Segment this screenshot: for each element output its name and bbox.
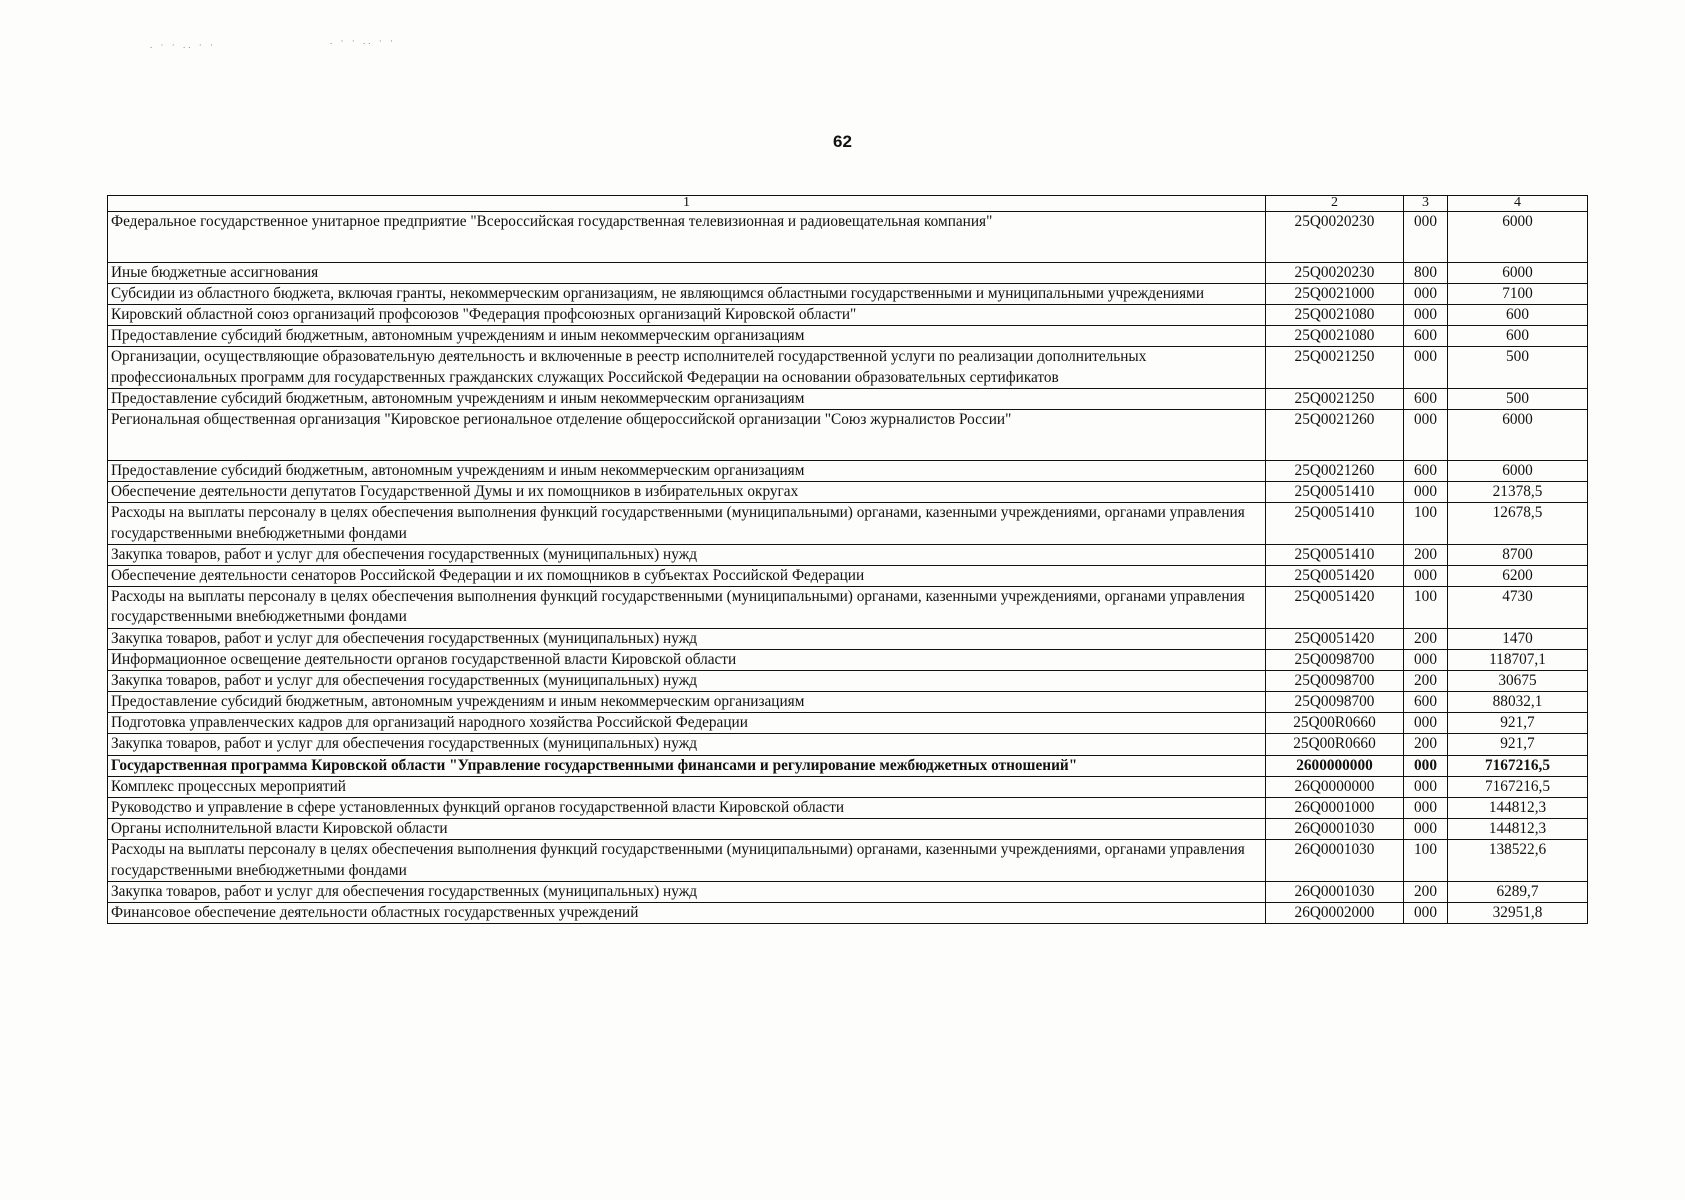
row-sum-cell: 6000 (1448, 262, 1588, 283)
row-type-cell: 000 (1404, 902, 1448, 923)
table-row (108, 840, 1588, 881)
row-sum-cell: 600 (1448, 305, 1588, 326)
row-code-cell: 25Q0020230 (1266, 211, 1404, 262)
row-name-cell: Информационное освещение деятельности органов государственной власти Кировской области (108, 649, 1266, 670)
row-type-cell: 200 (1404, 628, 1448, 649)
row-name-cell: Субсидии из областного бюджета, включая гранты, некоммерческим организациям, не являющимся областными государственными и муниципальными учреждениями (108, 283, 1266, 304)
column-header: 2 (1266, 196, 1404, 212)
row-name-cell: Предоставление субсидий бюджетным, автономным учреждениям и иным некоммерческим организациям (108, 326, 1266, 347)
row-name-cell: Обеспечение деятельности депутатов Государственной Думы и их помощников в избирательных округах (108, 482, 1266, 503)
row-type-cell: 000 (1404, 649, 1448, 670)
row-type-cell: 100 (1404, 503, 1448, 544)
row-name-cell: Региональная общественная организация "Кировское региональное отделение общероссийской организации "Союз журналистов России" (108, 410, 1266, 461)
table-row (108, 347, 1588, 388)
table-row (108, 902, 1588, 923)
row-code-cell: 25Q0051420 (1266, 628, 1404, 649)
column-header: 3 (1404, 196, 1448, 212)
row-type-cell: 000 (1404, 305, 1448, 326)
table-row (108, 798, 1588, 819)
row-name-cell: Государственная программа Кировской области "Управление государственными финансами и регулирование межбюджетных отношений" (108, 755, 1266, 776)
table-row (108, 211, 1588, 262)
table-row (108, 734, 1588, 755)
table-row (108, 713, 1588, 734)
column-header: 1 (108, 196, 1266, 212)
row-sum-cell: 7167216,5 (1448, 776, 1588, 797)
row-type-cell: 000 (1404, 283, 1448, 304)
row-code-cell: 25Q0051420 (1266, 587, 1404, 628)
row-sum-cell: 6289,7 (1448, 881, 1588, 902)
row-name-cell: Закупка товаров, работ и услуг для обеспечения государственных (муниципальных) нужд (108, 670, 1266, 691)
row-name-cell: Расходы на выплаты персоналу в целях обеспечения выполнения функций государственными (муниципальными) органами, казенными учреждениями, органами управления государственными внебюджетными фондами (108, 503, 1266, 544)
row-code-cell: 25Q0098700 (1266, 692, 1404, 713)
row-name-cell: Подготовка управленческих кадров для организаций народного хозяйства Российской Федерации (108, 713, 1266, 734)
row-type-cell: 100 (1404, 840, 1448, 881)
row-name-cell: Предоставление субсидий бюджетным, автономным учреждениям и иным некоммерческим организациям (108, 388, 1266, 409)
row-type-cell: 000 (1404, 410, 1448, 461)
row-code-cell: 25Q0020230 (1266, 262, 1404, 283)
row-name-cell: Иные бюджетные ассигнования (108, 262, 1266, 283)
row-name-cell: Руководство и управление в сфере установленных функций органов государственной власти Кировской области (108, 798, 1266, 819)
row-name-cell: Обеспечение деятельности сенаторов Российской Федерации и их помощников в субъектах Российской Федерации (108, 565, 1266, 586)
row-sum-cell: 88032,1 (1448, 692, 1588, 713)
row-sum-cell: 138522,6 (1448, 840, 1588, 881)
row-type-cell: 000 (1404, 482, 1448, 503)
row-sum-cell: 7100 (1448, 283, 1588, 304)
row-code-cell: 2600000000 (1266, 755, 1404, 776)
row-name-cell: Предоставление субсидий бюджетным, автономным учреждениям и иным некоммерческим организациям (108, 461, 1266, 482)
row-code-cell: 25Q0021080 (1266, 326, 1404, 347)
column-header: 4 (1448, 196, 1588, 212)
row-sum-cell: 21378,5 (1448, 482, 1588, 503)
row-sum-cell: 921,7 (1448, 713, 1588, 734)
table-row (108, 482, 1588, 503)
table-row (108, 326, 1588, 347)
table-row (108, 305, 1588, 326)
row-name-cell: Органы исполнительной власти Кировской области (108, 819, 1266, 840)
row-code-cell: 25Q0021250 (1266, 388, 1404, 409)
row-sum-cell: 32951,8 (1448, 902, 1588, 923)
row-name-cell: Закупка товаров, работ и услуг для обеспечения государственных (муниципальных) нужд (108, 628, 1266, 649)
table-row (108, 544, 1588, 565)
row-code-cell: 25Q0051410 (1266, 544, 1404, 565)
row-type-cell: 000 (1404, 347, 1448, 388)
table-body (108, 211, 1588, 923)
row-code-cell: 25Q0051420 (1266, 565, 1404, 586)
table-row (108, 461, 1588, 482)
table-row (108, 283, 1588, 304)
row-type-cell: 000 (1404, 713, 1448, 734)
row-code-cell: 25Q0098700 (1266, 670, 1404, 691)
row-code-cell: 25Q0021080 (1266, 305, 1404, 326)
row-name-cell: Закупка товаров, работ и услуг для обеспечения государственных (муниципальных) нужд (108, 881, 1266, 902)
row-code-cell: 26Q0001000 (1266, 798, 1404, 819)
row-name-cell: Расходы на выплаты персоналу в целях обеспечения выполнения функций государственными (муниципальными) органами, казенными учреждениями, органами управления государственными внебюджетными фондами (108, 587, 1266, 628)
row-type-cell: 600 (1404, 388, 1448, 409)
row-sum-cell: 7167216,5 (1448, 755, 1588, 776)
row-name-cell: Предоставление субсидий бюджетным, автономным учреждениям и иным некоммерческим организациям (108, 692, 1266, 713)
table-row (108, 755, 1588, 776)
row-type-cell: 800 (1404, 262, 1448, 283)
row-code-cell: 26Q0001030 (1266, 819, 1404, 840)
row-type-cell: 600 (1404, 326, 1448, 347)
row-sum-cell: 144812,3 (1448, 819, 1588, 840)
row-code-cell: 26Q0001030 (1266, 840, 1404, 881)
row-sum-cell: 6000 (1448, 211, 1588, 262)
table-row (108, 670, 1588, 691)
row-code-cell: 25Q00R0660 (1266, 734, 1404, 755)
row-type-cell: 200 (1404, 734, 1448, 755)
row-name-cell: Закупка товаров, работ и услуг для обеспечения государственных (муниципальных) нужд (108, 734, 1266, 755)
row-type-cell: 600 (1404, 692, 1448, 713)
row-sum-cell: 30675 (1448, 670, 1588, 691)
row-sum-cell: 6000 (1448, 461, 1588, 482)
scan-speck: . · · .. · · (150, 40, 216, 50)
row-sum-cell: 600 (1448, 326, 1588, 347)
row-code-cell: 25Q00R0660 (1266, 713, 1404, 734)
row-name-cell: Финансовое обеспечение деятельности областных государственных учреждений (108, 902, 1266, 923)
row-type-cell: 000 (1404, 776, 1448, 797)
row-name-cell: Организации, осуществляющие образовательную деятельность и включенные в реестр исполнителей государственной услуги по реализации дополнительных профессиональных программ для государственных гражданских служащих Российской Федерации на основании образовательных сертификатов (108, 347, 1266, 388)
row-sum-cell: 6000 (1448, 410, 1588, 461)
table-row (108, 262, 1588, 283)
row-sum-cell: 12678,5 (1448, 503, 1588, 544)
table-row (108, 776, 1588, 797)
table-row (108, 881, 1588, 902)
row-name-cell: Расходы на выплаты персоналу в целях обеспечения выполнения функций государственными (муниципальными) органами, казенными учреждениями, органами управления государственными внебюджетными фондами (108, 840, 1266, 881)
row-type-cell: 100 (1404, 587, 1448, 628)
table-row (108, 692, 1588, 713)
table-row (108, 587, 1588, 628)
row-sum-cell: 500 (1448, 388, 1588, 409)
row-type-cell: 200 (1404, 670, 1448, 691)
table-row (108, 565, 1588, 586)
row-sum-cell: 1470 (1448, 628, 1588, 649)
budget-table (107, 195, 1588, 924)
row-type-cell: 200 (1404, 544, 1448, 565)
page-number: 62 (833, 132, 852, 151)
row-code-cell: 25Q0098700 (1266, 649, 1404, 670)
row-sum-cell: 8700 (1448, 544, 1588, 565)
row-sum-cell: 144812,3 (1448, 798, 1588, 819)
row-sum-cell: 118707,1 (1448, 649, 1588, 670)
row-code-cell: 25Q0021250 (1266, 347, 1404, 388)
row-code-cell: 26Q0000000 (1266, 776, 1404, 797)
row-type-cell: 000 (1404, 819, 1448, 840)
table-row (108, 628, 1588, 649)
table-header-row (108, 196, 1588, 212)
row-sum-cell: 4730 (1448, 587, 1588, 628)
table-row (108, 819, 1588, 840)
row-name-cell: Федеральное государственное унитарное предприятие "Всероссийская государственная телевизионная и радиовещательная компания" (108, 211, 1266, 262)
table-row (108, 410, 1588, 461)
row-type-cell: 200 (1404, 881, 1448, 902)
row-name-cell: Кировский областной союз организаций профсоюзов "Федерация профсоюзных организаций Кировской области" (108, 305, 1266, 326)
row-name-cell: Закупка товаров, работ и услуг для обеспечения государственных (муниципальных) нужд (108, 544, 1266, 565)
row-code-cell: 26Q0002000 (1266, 902, 1404, 923)
row-code-cell: 26Q0001030 (1266, 881, 1404, 902)
table-row (108, 649, 1588, 670)
table-row (108, 503, 1588, 544)
row-type-cell: 000 (1404, 798, 1448, 819)
row-name-cell: Комплекс процессных мероприятий (108, 776, 1266, 797)
row-code-cell: 25Q0021260 (1266, 461, 1404, 482)
row-type-cell: 000 (1404, 755, 1448, 776)
row-code-cell: 25Q0051410 (1266, 503, 1404, 544)
row-code-cell: 25Q0021000 (1266, 283, 1404, 304)
row-sum-cell: 6200 (1448, 565, 1588, 586)
row-type-cell: 600 (1404, 461, 1448, 482)
row-code-cell: 25Q0021260 (1266, 410, 1404, 461)
table-row (108, 388, 1588, 409)
row-code-cell: 25Q0051410 (1266, 482, 1404, 503)
scan-speck: . · · .. · · (330, 36, 396, 46)
row-sum-cell: 921,7 (1448, 734, 1588, 755)
row-type-cell: 000 (1404, 565, 1448, 586)
row-type-cell: 000 (1404, 211, 1448, 262)
row-sum-cell: 500 (1448, 347, 1588, 388)
